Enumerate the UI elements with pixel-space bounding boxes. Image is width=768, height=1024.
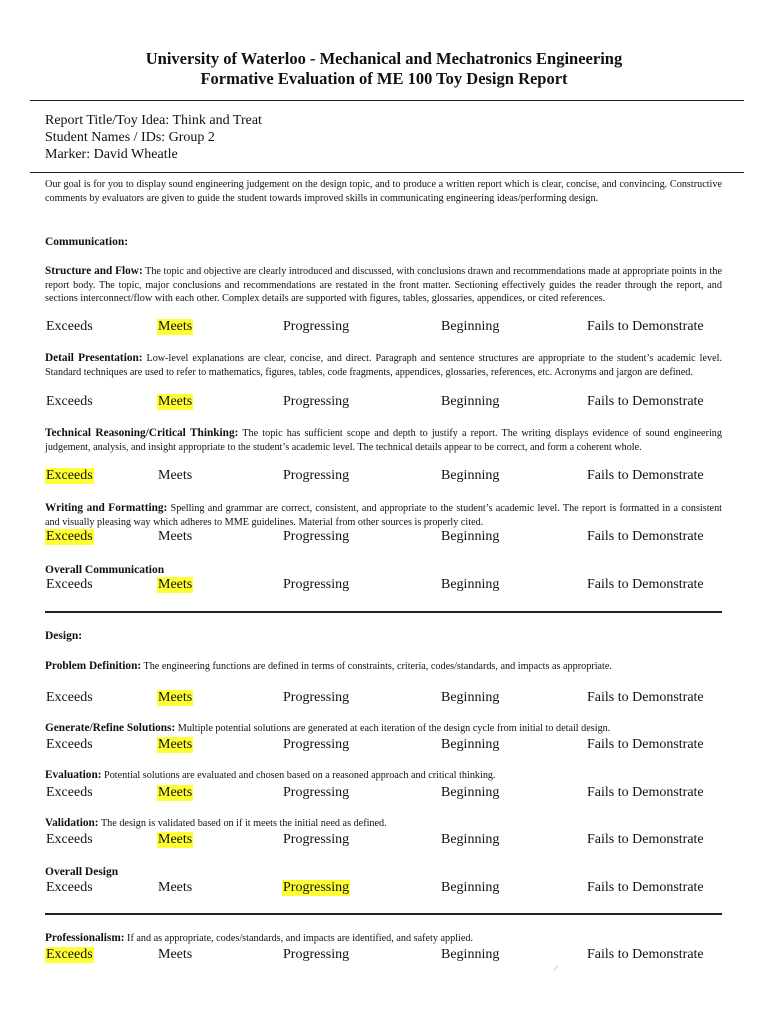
rating-option-meets: Meets [158,468,193,483]
rating-option-fails-to-demonstrate: Fails to Demonstrate [587,832,704,847]
rating-option-meets: Meets [158,880,193,895]
rating-option-meets: Meets [158,690,193,705]
rating-option-meets: Meets [158,394,193,409]
criterion-generate-refine [45,722,722,736]
criterion-name: Writing and Formatting: [45,502,168,514]
rating-row [45,690,735,708]
university-title: University of Waterloo - Mechanical and Mechatronics Engineering [145,49,623,68]
rating-row [45,529,735,547]
rating-option-beginning: Beginning [441,785,500,800]
rating-option-fails-to-demonstrate: Fails to Demonstrate [587,947,704,962]
criterion-name: Problem Definition: [45,660,142,672]
criterion-description: Multiple potential solutions are generated at each iteration of the design cycle from initial to detail design. [175,723,611,734]
overall-design-heading: Overall Design [45,866,119,878]
marker-name: Marker: David Wheatle [45,147,178,162]
communication-heading: Communication: [45,236,129,248]
rating-option-exceeds: Exceeds [46,832,93,847]
design-heading: Design: [45,630,83,642]
rating-option-beginning: Beginning [441,832,500,847]
criterion-name: Technical Reasoning/Critical Thinking: [45,427,239,439]
rating-option-exceeds: Exceeds [46,785,93,800]
rating-option-beginning: Beginning [441,947,500,962]
rating-row [45,947,735,965]
rating-row [45,394,735,412]
rating-option-meets: Meets [158,577,193,592]
rating-option-beginning: Beginning [441,468,500,483]
rating-option-fails-to-demonstrate: Fails to Demonstrate [587,319,704,334]
rating-row [45,832,735,850]
rating-option-fails-to-demonstrate: Fails to Demonstrate [587,468,704,483]
criterion-description: The topic and objective are clearly introduced and discussed, with conclusions drawn and recommendations made at appropriate points in the report body. The topic, major conclusions and recommendations are restated in the front matter. Sectioning effectively guides the reader through the report, and sections interconnect/flow with each other. Complex details are supported with figures, tables, glossaries, appendices, or cited references. [45,266,722,305]
rating-option-progressing: Progressing [283,785,350,800]
criterion-name: Generate/Refine Solutions: [45,722,176,734]
criterion-description: Potential solutions are evaluated and chosen based on a reasoned approach and critical thinking. [101,770,496,781]
criterion-technical-reasoning [45,427,722,454]
criterion-name: Professionalism: [45,932,125,944]
criterion-name: Validation: [45,817,99,829]
rating-option-progressing: Progressing [283,737,350,752]
rating-option-progressing: Progressing [283,529,350,544]
criterion-name: Structure and Flow: [45,265,143,277]
rating-option-meets: Meets [158,529,193,544]
intro-paragraph: Our goal is for you to display sound engineering judgement on the design topic, and to produce a written report which is clear, concise, and convincing. Constructive comments by evaluators are given to guide the student towards improved skills in communicating engineering ideas/performing design. [45,179,722,204]
criterion-professionalism [45,932,722,946]
student-names: Student Names / IDs: Group 2 [45,130,215,145]
rating-option-progressing: Progressing [283,690,350,705]
rating-option-progressing: Progressing [283,947,350,962]
rating-option-meets: Meets [158,947,193,962]
criterion-detail-presentation [45,352,722,379]
rating-option-exceeds: Exceeds [46,947,93,962]
rating-option-beginning: Beginning [441,577,500,592]
rating-row [45,577,735,595]
criterion-writing-formatting [45,502,722,529]
rating-option-fails-to-demonstrate: Fails to Demonstrate [587,785,704,800]
criterion-description: The design is validated based on if it meets the initial need as defined. [98,818,387,829]
meta-divider [30,172,744,173]
rating-option-exceeds: Exceeds [46,468,93,483]
rating-option-beginning: Beginning [441,529,500,544]
rating-option-fails-to-demonstrate: Fails to Demonstrate [587,577,704,592]
rating-option-exceeds: Exceeds [46,880,93,895]
rating-option-meets: Meets [158,785,193,800]
pen-mark: ⁄ [555,964,557,973]
criterion-description: The engineering functions are defined in terms of constraints, criteria, codes/standards, and impacts as appropriate. [141,661,612,672]
rating-option-beginning: Beginning [441,319,500,334]
criterion-description: Low-level explanations are clear, concise, and direct. Paragraph and sentence structures are appropriate to the student’s academic level. Standard techniques are used to refer to mathematics, figures, tables, code fragments, appendices, glossaries, references, etc. Acronyms and jargon are defined. [45,353,723,378]
rating-option-exceeds: Exceeds [46,690,93,705]
criterion-name: Detail Presentation: [45,352,143,364]
rating-option-fails-to-demonstrate: Fails to Demonstrate [587,529,704,544]
rating-option-beginning: Beginning [441,394,500,409]
rating-option-fails-to-demonstrate: Fails to Demonstrate [587,737,704,752]
criterion-description: If and as appropriate, codes/standards, and impacts are identified, and safety applied. [124,933,474,944]
rating-option-meets: Meets [158,319,193,334]
rating-option-progressing: Progressing [283,880,350,895]
top-divider [30,100,744,101]
rating-option-meets: Meets [158,737,193,752]
rating-option-beginning: Beginning [441,880,500,895]
rating-option-fails-to-demonstrate: Fails to Demonstrate [587,690,704,705]
rating-option-exceeds: Exceeds [46,529,93,544]
rating-option-fails-to-demonstrate: Fails to Demonstrate [587,880,704,895]
criterion-structure-flow [45,265,722,306]
rating-row [45,737,735,755]
rating-option-fails-to-demonstrate: Fails to Demonstrate [587,394,704,409]
criterion-description: The topic has sufficient scope and depth to justify a report. The writing displays evidence of sound engineering judgement, analysis, and insight appropriate to the student’s academic level. The technical details appear to be correct, and form a coherent whole. [45,428,722,453]
criterion-evaluation [45,769,722,783]
rating-row [45,319,735,337]
rating-row [45,880,735,898]
report-title: Report Title/Toy Idea: Think and Treat [45,113,262,128]
rating-option-exceeds: Exceeds [46,577,93,592]
criterion-description: Spelling and grammar are correct, consistent, and appropriate to the student’s academic level. The report is formatted in a consistent and visually pleasing way which adheres to MME guidelines. Material from other sources is properly cited. [45,503,722,528]
criterion-problem-definition [45,660,722,674]
rating-option-progressing: Progressing [283,468,350,483]
rating-row [45,785,735,803]
rating-row [45,468,735,486]
rating-option-exceeds: Exceeds [46,737,93,752]
criterion-validation [45,817,722,831]
rating-option-beginning: Beginning [441,690,500,705]
rating-option-exceeds: Exceeds [46,319,93,334]
section-divider [45,611,722,613]
rating-option-progressing: Progressing [283,832,350,847]
rating-option-progressing: Progressing [283,577,350,592]
rating-option-meets: Meets [158,832,193,847]
form-title: Formative Evaluation of ME 100 Toy Design Report [200,69,568,88]
criterion-name: Evaluation: [45,769,102,781]
overall-communication-heading: Overall Communication [45,564,165,576]
rating-option-beginning: Beginning [441,737,500,752]
rating-option-progressing: Progressing [283,394,350,409]
rating-option-progressing: Progressing [283,319,350,334]
rating-option-exceeds: Exceeds [46,394,93,409]
section-divider [45,913,722,915]
